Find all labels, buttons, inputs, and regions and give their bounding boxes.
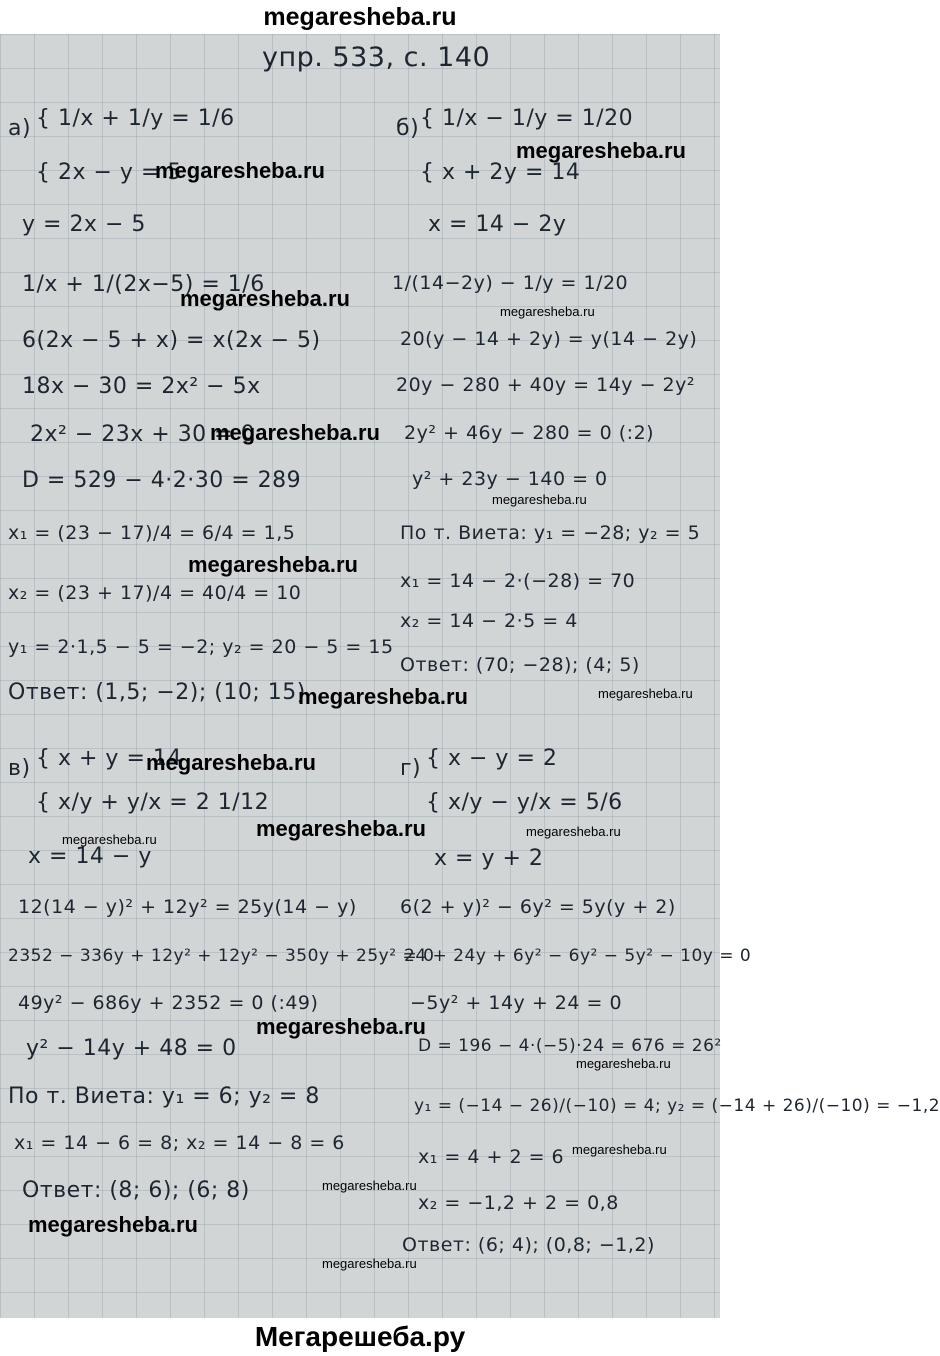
part-v-line: { x + y = 14: [36, 746, 182, 771]
part-g-line: y₁ = (−14 − 26)/(−10) = 4; y₂ = (−14 + 26)/(−10) = −1,2: [414, 1096, 940, 1116]
watermark: megaresheba.ru: [210, 420, 380, 445]
part-a-line: y₁ = 2·1,5 − 5 = −2; y₂ = 20 − 5 = 15: [8, 636, 394, 658]
part-v-line: 12(14 − y)² + 12y² = 25y(14 − y): [18, 896, 357, 918]
part-g-answer: Ответ: (6; 4); (0,8; −1,2): [402, 1234, 655, 1256]
watermark: megaresheba.ru: [256, 816, 426, 841]
part-a-line: x₁ = (23 − 17)/4 = 6/4 = 1,5: [8, 522, 296, 544]
part-v-line: 49y² − 686y + 2352 = 0 (:49): [18, 992, 319, 1014]
watermark: megaresheba.ru: [526, 824, 621, 839]
part-v-line: { x/y + y/x = 2 1/12: [36, 790, 270, 815]
part-v-line: По т. Виета: y₁ = 6; y₂ = 8: [8, 1084, 320, 1109]
watermark: megaresheba.ru: [146, 750, 316, 775]
part-b-answer: Ответ: (70; −28); (4; 5): [400, 654, 640, 676]
part-b-line: x₁ = 14 − 2·(−28) = 70: [400, 570, 636, 592]
part-b-line: { x + 2y = 14: [420, 160, 581, 185]
part-b-line: 20y − 280 + 40y = 14y − 2y²: [396, 374, 695, 396]
part-g-line: x₁ = 4 + 2 = 6: [418, 1146, 565, 1168]
watermark: megaresheba.ru: [180, 286, 350, 311]
watermark: megaresheba.ru: [62, 832, 157, 847]
part-b-line: y² + 23y − 140 = 0: [412, 468, 608, 490]
watermark: megaresheba.ru: [572, 1142, 667, 1157]
part-a-line: 6(2x − 5 + x) = x(2x − 5): [22, 328, 321, 353]
watermark: megaresheba.ru: [188, 552, 358, 577]
part-b-line: 2y² + 46y − 280 = 0 (:2): [404, 422, 655, 444]
part-a-label: а): [8, 116, 32, 141]
part-a-line: { 2x − y = 5: [36, 160, 182, 185]
part-b-line: x₂ = 14 − 2·5 = 4: [400, 610, 578, 632]
part-a-line: D = 529 − 4·2·30 = 289: [22, 468, 302, 493]
part-b-line: 20(y − 14 + 2y) = y(14 − 2y): [400, 328, 698, 350]
part-b-line: { 1/x − 1/y = 1/20: [420, 106, 634, 131]
part-v-line: x₁ = 14 − 6 = 8; x₂ = 14 − 8 = 6: [14, 1132, 345, 1154]
part-g-line: { x/y − y/x = 5/6: [426, 790, 623, 815]
part-g-line: x₂ = −1,2 + 2 = 0,8: [418, 1192, 619, 1214]
watermark: megaresheba.ru: [256, 1014, 426, 1039]
watermark: megaresheba.ru: [298, 684, 468, 709]
part-v-line: y² − 14y + 48 = 0: [26, 1036, 237, 1061]
watermark: megaresheba.ru: [516, 138, 686, 163]
watermark: megaresheba.ru: [576, 1056, 671, 1071]
watermark: megaresheba.ru: [28, 1212, 198, 1237]
part-b-line: 1/(14−2y) − 1/y = 1/20: [392, 272, 629, 294]
part-v-label: в): [8, 756, 31, 781]
notebook-page: [0, 34, 940, 1318]
part-a-line: x₂ = (23 + 17)/4 = 40/4 = 10: [8, 582, 302, 604]
part-b-line: По т. Виета: y₁ = −28; y₂ = 5: [400, 522, 701, 544]
part-g-line: 6(2 + y)² − 6y² = 5y(y + 2): [400, 896, 676, 918]
part-a-answer: Ответ: (1,5; −2); (10; 15): [8, 680, 306, 705]
part-g-line: { x − y = 2: [426, 746, 558, 771]
watermark: megaresheba.ru: [322, 1178, 417, 1193]
part-a-line: 2x² − 23x + 30 = 0: [30, 422, 256, 447]
watermark: megaresheba.ru: [500, 304, 595, 319]
part-g-line: D = 196 − 4·(−5)·24 = 676 = 26²: [418, 1036, 722, 1056]
part-b-label: б): [396, 116, 420, 141]
watermark: megaresheba.ru: [492, 492, 587, 507]
part-v-answer: Ответ: (8; 6); (6; 8): [22, 1178, 250, 1203]
watermark: megaresheba.ru: [598, 686, 693, 701]
watermark: megaresheba.ru: [155, 158, 325, 183]
part-g-label: г): [400, 756, 422, 781]
part-a-line: y = 2x − 5: [22, 212, 146, 237]
exercise-title: упр. 533, с. 140: [262, 42, 491, 73]
watermark: megaresheba.ru: [322, 1256, 417, 1271]
site-footer: Мегарешеба.ру: [254, 1321, 466, 1352]
part-g-line: x = y + 2: [434, 846, 544, 871]
part-g-line: 24 + 24y + 6y² − 6y² − 5y² − 10y = 0: [404, 946, 752, 966]
part-v-line: 2352 − 336y + 12y² + 12y² − 350y + 25y² = 0: [8, 946, 435, 966]
site-header: megaresheba.ru: [263, 3, 457, 31]
part-a-line: { 1/x + 1/y = 1/6: [36, 106, 235, 131]
part-v-line: x = 14 − y: [28, 844, 152, 869]
part-b-line: x = 14 − 2y: [428, 212, 567, 237]
part-a-line: 1/x + 1/(2x−5) = 1/6: [22, 272, 265, 297]
part-a-line: 18x − 30 = 2x² − 5x: [22, 374, 261, 399]
part-g-line: −5y² + 14y + 24 = 0: [410, 992, 623, 1014]
